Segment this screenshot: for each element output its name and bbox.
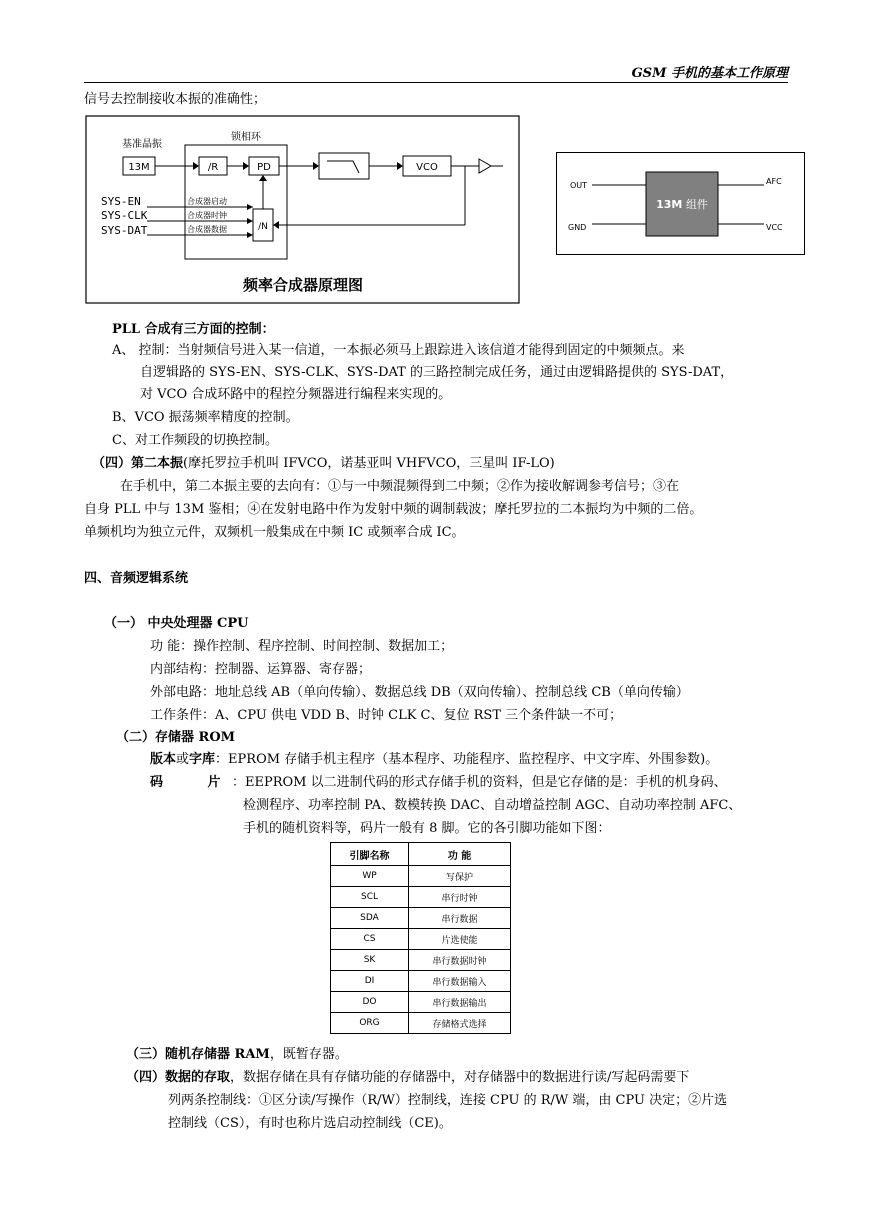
pll-control-title: PLL 合成有三方面的控制： xyxy=(112,322,275,337)
sig-sysdat: SYS-DAT xyxy=(101,224,148,237)
table-row xyxy=(331,992,511,1013)
cpu-function: 功 能：操作控制、程序控制、时间控制、数据加工； xyxy=(150,639,454,654)
table-row xyxy=(331,929,511,950)
pin-name: SK xyxy=(331,950,409,971)
pll-a-line3: 对 VCO 合成环路中的程控分频器进行编程来实现的。 xyxy=(140,387,452,402)
table-row xyxy=(331,950,511,971)
label-ref-osc: 基准晶振 xyxy=(122,139,162,150)
box-pd-label: PD xyxy=(257,162,271,173)
chip-label: 13M 组件 xyxy=(656,198,708,211)
sig-sysclk: SYS-CLK xyxy=(101,209,148,222)
pin-afc: AFC xyxy=(766,177,782,186)
pin-out: OUT xyxy=(570,181,588,190)
pll-a-line2: 自逻辑路的 SYS-EN、SYS-CLK、SYS-DAT 的三路控制完成任务，通过由逻辑路提供的 SYS-DAT， xyxy=(140,365,734,380)
pin-function: 写保护 xyxy=(409,866,511,887)
box-n-label: /N xyxy=(258,222,268,232)
pin-name: DI xyxy=(331,971,409,992)
intro-line: 信号去控制接收本振的准确性； xyxy=(84,92,267,107)
lo2-line2: 自身 PLL 中与 13M 鉴相；④在发射电路中作为发射中频的调制载波；摩托罗拉的二本振均为中频的二倍。 xyxy=(84,502,703,517)
pin-function: 片选使能 xyxy=(409,929,511,950)
rom-code-line3: 手机的随机资料等，码片一般有 8 脚。它的各引脚功能如下图： xyxy=(243,821,611,836)
lo2-line3: 单频机均为独立元件，双频机一般集成在中频 IC 或频率合成 IC。 xyxy=(84,525,465,540)
data-access-line1: （四）数据的存取，数据存储在具有存储功能的存储器中，对存储器中的数据进行读/写起码需要下 xyxy=(126,1070,690,1085)
diagram-caption: 频率合成器原理图 xyxy=(242,276,364,294)
table-row xyxy=(331,866,511,887)
pin-vcc: VCC xyxy=(766,223,783,232)
data-access-line3: 控制线（CS），有时也称片选启动控制线（CE)。 xyxy=(168,1116,452,1131)
pin-name: CS xyxy=(331,929,409,950)
ctl-clock: 合成器时钟 xyxy=(187,211,227,220)
pin-function: 串行数据时钟 xyxy=(409,950,511,971)
pin-name: SCL xyxy=(331,887,409,908)
cpu-internal: 内部结构：控制器、运算器、寄存器； xyxy=(150,662,372,677)
pin-name: DO xyxy=(331,992,409,1013)
box-13m-label: 13M xyxy=(128,162,150,173)
pin-gnd: GND xyxy=(568,223,587,232)
module-diagram xyxy=(556,152,806,256)
pll-b: B、VCO 振荡频率精度的控制。 xyxy=(112,410,299,425)
pin-function: 串行数据 xyxy=(409,908,511,929)
pin-function: 存储格式选择 xyxy=(409,1013,511,1034)
page-header xyxy=(84,62,788,83)
box-r-label: /R xyxy=(207,162,219,173)
col-header-pin: 引脚名称 xyxy=(331,843,409,866)
lo2-line1: 在手机中，第二本振主要的去向有：①与一中频混频得到二中频；②作为接收解调参考信号；③在 xyxy=(120,479,680,494)
section4-title: 四、音频逻辑系统 xyxy=(84,571,189,586)
data-access-line2: 列两条控制线：①区分读/写操作（R/W）控制线，连接 CPU 的 R/W 端，由 CPU 决定；②片选 xyxy=(168,1093,728,1108)
table-header-row xyxy=(331,843,511,866)
pll-c: C、对工作频段的切换控制。 xyxy=(112,433,278,448)
lo2-heading: （四）第二本振(摩托罗拉手机叫 IFVCO，诺基亚叫 VHFVCO，三星叫 IF-LO) xyxy=(92,456,555,471)
rom-code-line1: ：EEPROM 以二进制代码的形式存储手机的资料，但是它存储的是：手机的机身码、 xyxy=(232,775,727,790)
ctl-data: 合成器数据 xyxy=(187,225,227,234)
table-row xyxy=(331,1013,511,1034)
cpu-title: （一） 中央处理器 CPU xyxy=(104,616,249,631)
rom-code-label: 码 片 xyxy=(150,775,221,790)
header-title: GSM 手机的基本工作原理 xyxy=(631,66,788,81)
rom-code-line2: 检测程序、功率控制 PA、数模转换 DAC、自动增益控制 AGC、自动功率控制 AFC、 xyxy=(243,798,742,813)
box-vco-label: VCO xyxy=(416,162,438,173)
table-row xyxy=(331,908,511,929)
cpu-conditions: 工作条件：A、CPU 供电 VDD B、时钟 CLK C、复位 RST 三个条件缺一不可； xyxy=(150,708,623,723)
pll-diagram xyxy=(85,115,521,305)
pin-name: ORG xyxy=(331,1013,409,1034)
pin-function-table xyxy=(330,842,511,1034)
ram-line: （三）随机存储器 RAM，既暂存器。 xyxy=(126,1047,348,1062)
cpu-external: 外部电路：地址总线 AB（单向传输）、数据总线 DB（双向传输）、控制总线 CB（单向传输） xyxy=(150,685,689,700)
pin-function: 串行时钟 xyxy=(409,887,511,908)
pin-function: 串行数据输出 xyxy=(409,992,511,1013)
table-row xyxy=(331,971,511,992)
pin-function: 串行数据输入 xyxy=(409,971,511,992)
ctl-start: 合成器启动 xyxy=(187,197,227,206)
label-pll: 锁相环 xyxy=(231,132,261,143)
rom-version: 版本或字库：EPROM 存储手机主程序（基本程序、功能程序、监控程序、中文字库、外围参数)。 xyxy=(150,752,719,767)
pin-name: SDA xyxy=(331,908,409,929)
col-header-function: 功 能 xyxy=(409,843,511,866)
rom-title: （二）存储器 ROM xyxy=(116,730,236,745)
sig-sysen: SYS-EN xyxy=(101,195,141,208)
pll-a-line1: A、 控制：当射频信号进入某一信道，一本振必须马上跟踪进入该信道才能得到固定的中频频点。来 xyxy=(112,343,685,358)
pin-name: WP xyxy=(331,866,409,887)
table-row xyxy=(331,887,511,908)
